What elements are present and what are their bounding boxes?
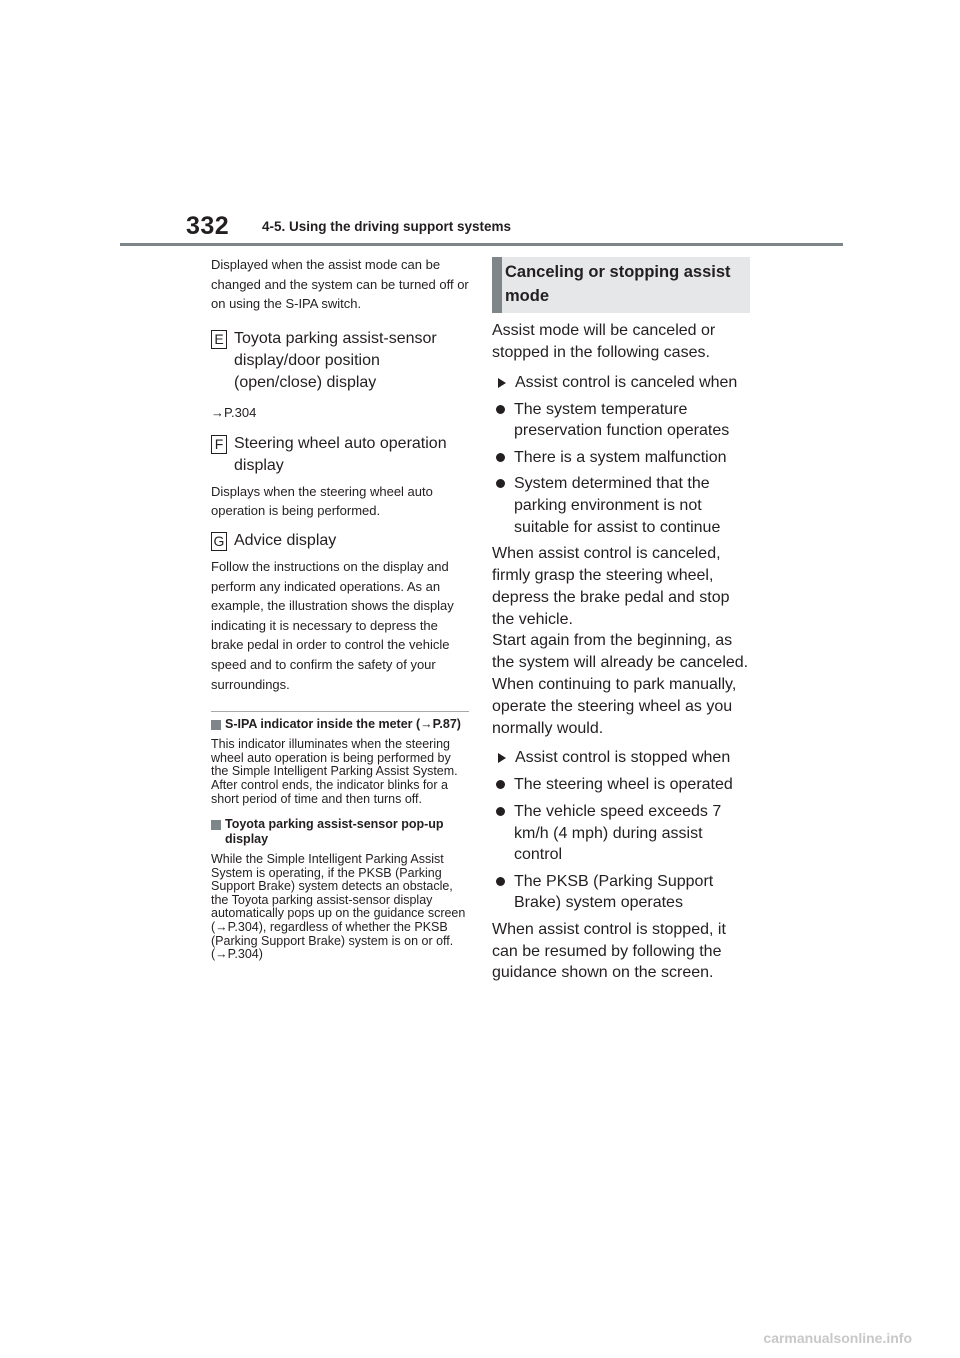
triangle-bullet-icon <box>498 378 506 388</box>
condition-title: Assist control is canceled when <box>515 373 738 391</box>
item-title: Toyota parking assist-sensor display/door position (open/close) display <box>234 329 437 391</box>
item-letter: E <box>211 330 227 349</box>
page-header <box>0 0 960 250</box>
notes-divider <box>211 711 469 712</box>
paragraph: Start again from the beginning, as the system will already be canceled. When continuing to park manually, operate the steering wheel as you normally would. <box>492 632 749 737</box>
list-item: There is a system malfunction <box>492 447 754 469</box>
condition-title: Assist control is stopped when <box>515 749 731 767</box>
intro-text: Assist mode will be canceled or stopped in the following cases. <box>492 322 716 361</box>
item-f <box>211 433 469 477</box>
bullet-icon <box>496 807 505 816</box>
list-item: The PKSB (Parking Support Brake) system operates <box>492 871 754 914</box>
item-description: Displays when the steering wheel auto operation is being performed. <box>211 483 433 519</box>
item-letter: G <box>211 532 227 551</box>
item-letter: F <box>211 435 227 454</box>
item-g <box>211 530 469 552</box>
item-title: Steering wheel auto operation display <box>234 434 447 474</box>
bullet-icon <box>496 479 505 488</box>
paragraph: When assist control is canceled, firmly grasp the steering wheel, depress the brake pedal and stop the vehicle. <box>492 545 730 628</box>
page-reference[interactable]: →P.304 <box>211 404 257 420</box>
list-item: The steering wheel is operated <box>492 774 754 796</box>
list-item: The vehicle speed exceeds 7 km/h (4 mph) during assist control <box>492 801 754 866</box>
watermark: carmanualsonline.info <box>763 1330 912 1346</box>
item-title: Advice display <box>234 531 337 549</box>
condition-heading <box>492 747 754 769</box>
intro-text: Displayed when the assist mode can be changed and the system can be turned off or on using the S-IPA switch. <box>211 257 469 312</box>
paragraph: When assist control is stopped, it can be resumed by following the guidance shown on the screen. <box>492 920 726 982</box>
bullet-icon <box>496 453 505 462</box>
header-divider <box>120 243 843 246</box>
bullet-icon <box>496 877 505 886</box>
condition-heading <box>492 372 754 394</box>
note-title: Toyota parking assist-sensor pop-up display <box>225 817 444 847</box>
note-heading <box>211 717 469 732</box>
note-body: This indicator illuminates when the steering wheel auto operation is being performed by the Simple Intelligent Parking Assist System. After control ends, the indicator blinks for a short period of time and then turns off. <box>211 737 458 806</box>
page-number: 332 <box>186 212 230 240</box>
square-bullet-icon <box>211 720 221 730</box>
left-column <box>211 255 469 962</box>
item-description: Follow the instructions on the display and perform any indicated operations. As an example, the illustration shows the display indicating it is necessary to depress the brake pedal in order to control the vehicle speed and to confirm the safety of your surroundings. <box>211 558 454 692</box>
section-title: 4-5. Using the driving support systems <box>262 219 512 234</box>
note-heading <box>211 817 469 847</box>
triangle-bullet-icon <box>498 753 506 763</box>
right-column <box>492 257 754 984</box>
note-body: While the Simple Intelligent Parking Assist System is operating, if the PKSB (Parking Support Brake) system detects an obstacle, the Toyota parking assist-sensor display automatically pops up on the guidance screen (→P.304), regardless of whether the PKSB (Parking Support Brake) system is on or off. (→P.304) <box>211 852 466 962</box>
list-item: The system temperature preservation function operates <box>492 399 754 442</box>
bullet-icon <box>496 780 505 789</box>
item-e <box>211 328 469 394</box>
list-item: System determined that the parking environment is not suitable for assist to continue <box>492 473 754 538</box>
note-title: S-IPA indicator inside the meter (→P.87) <box>225 717 461 732</box>
square-bullet-icon <box>211 820 221 830</box>
bullet-icon <box>496 405 505 414</box>
section-heading-box: Canceling or stopping assist mode <box>492 257 750 313</box>
